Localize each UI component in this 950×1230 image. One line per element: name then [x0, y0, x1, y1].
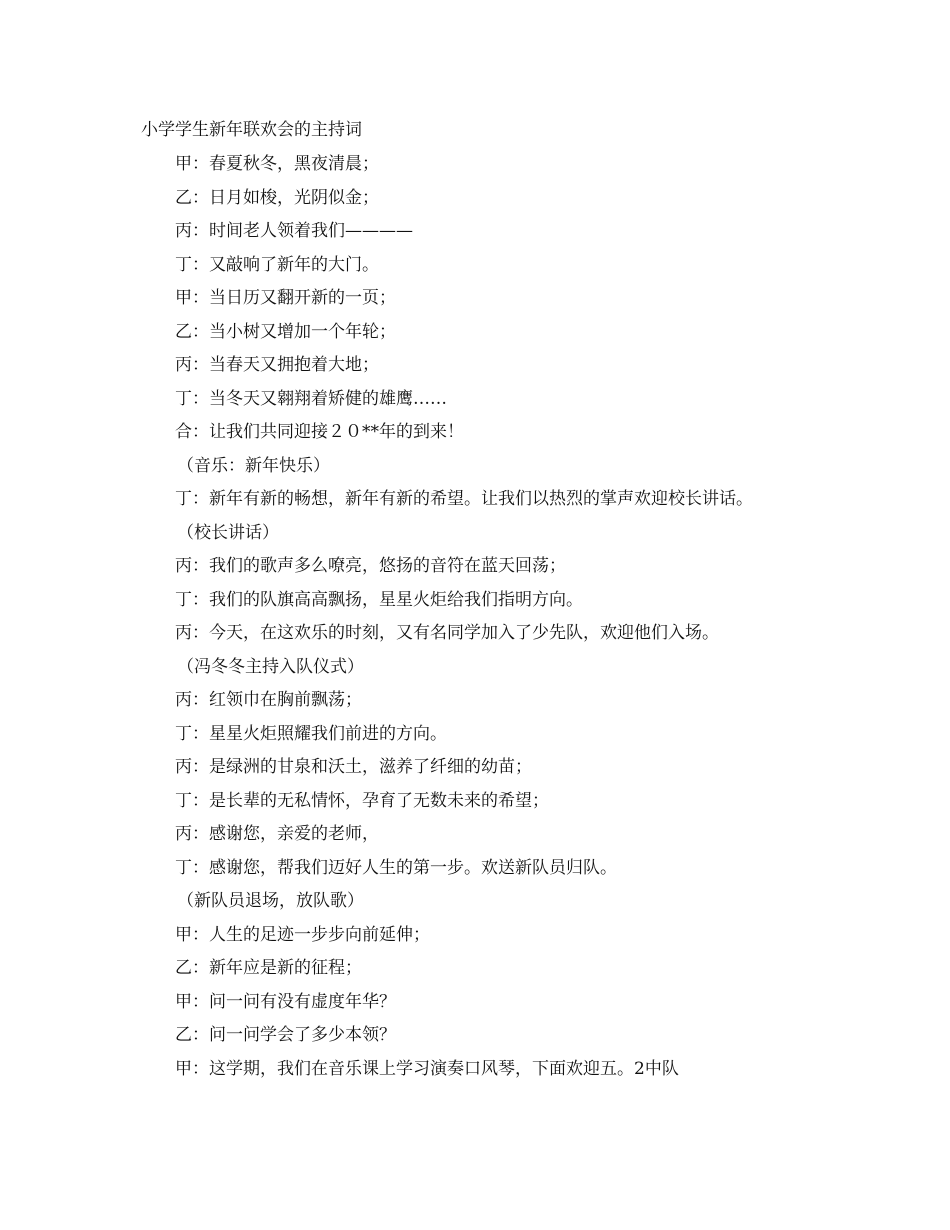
stage-direction: （新队员退场，放队歌）	[177, 891, 364, 911]
dialogue-line: 丙：感谢您，亲爱的老师，	[175, 824, 379, 844]
dialogue-line: 甲：问一问有没有虚度年华？	[175, 991, 396, 1012]
script-lines	[175, 152, 753, 1090]
dialogue-line: 丁：新年有新的畅想，新年有新的希望。让我们以热烈的掌声欢迎校长讲话。	[175, 489, 753, 509]
dialogue-line: 乙：问一问学会了多少本领？	[175, 1025, 396, 1045]
dialogue-line: 合：让我们共同迎接２０**年的到来！	[175, 422, 464, 442]
dialogue-line: 丙：今天，在这欢乐的时刻，又有名同学加入了少先队，欢迎他们入场。	[175, 623, 719, 643]
dialogue-line: 丙：时间老人领着我们————	[175, 221, 413, 241]
dialogue-line: 丙：当春天又拥抱着大地；	[175, 355, 379, 375]
dialogue-line: 丁：星星火炬照耀我们前进的方向。	[175, 723, 447, 744]
dialogue-line: 甲：这学期，我们在音乐课上学习演奏口风琴，下面欢迎五。2中队	[175, 1058, 679, 1079]
dialogue-line: 甲：人生的足迹一步步向前延伸；	[175, 924, 430, 945]
dialogue-line: 丙：红领巾在胸前飘荡；	[175, 690, 362, 710]
stage-direction: （冯冬冬主持入队仪式）	[177, 656, 364, 677]
dialogue-line: 乙：新年应是新的征程；	[175, 958, 362, 978]
dialogue-line: 丙：是绿洲的甘泉和沃土，滋养了纤细的幼苗；	[175, 757, 532, 777]
dialogue-line: 丁：当冬天又翱翔着矫健的雄鹰……	[175, 388, 447, 409]
dialogue-line: 丙：我们的歌声多么嘹亮，悠扬的音符在蓝天回荡；	[175, 556, 566, 576]
dialogue-line: 乙：日月如梭，光阴似金；	[175, 187, 379, 208]
dialogue-line: 丁：感谢您，帮我们迈好人生的第一步。欢送新队员归队。	[175, 857, 617, 878]
document-title: 小学学生新年联欢会的主持词	[141, 120, 362, 140]
dialogue-line: 丁：又敲响了新年的大门。	[175, 254, 379, 275]
dialogue-line: 丁：我们的队旗高高飘扬，星星火炬给我们指明方向。	[175, 589, 583, 610]
dialogue-line: 乙：当小树又增加一个年轮；	[175, 321, 396, 342]
stage-direction: （音乐：新年快乐）	[177, 455, 330, 476]
dialogue-line: 甲：春夏秋冬，黑夜清晨；	[175, 154, 379, 174]
dialogue-line: 丁：是长辈的无私情怀，孕育了无数未来的希望；	[175, 790, 549, 811]
stage-direction: （校长讲话）	[177, 522, 279, 543]
dialogue-line: 甲：当日历又翻开新的一页；	[175, 288, 396, 308]
